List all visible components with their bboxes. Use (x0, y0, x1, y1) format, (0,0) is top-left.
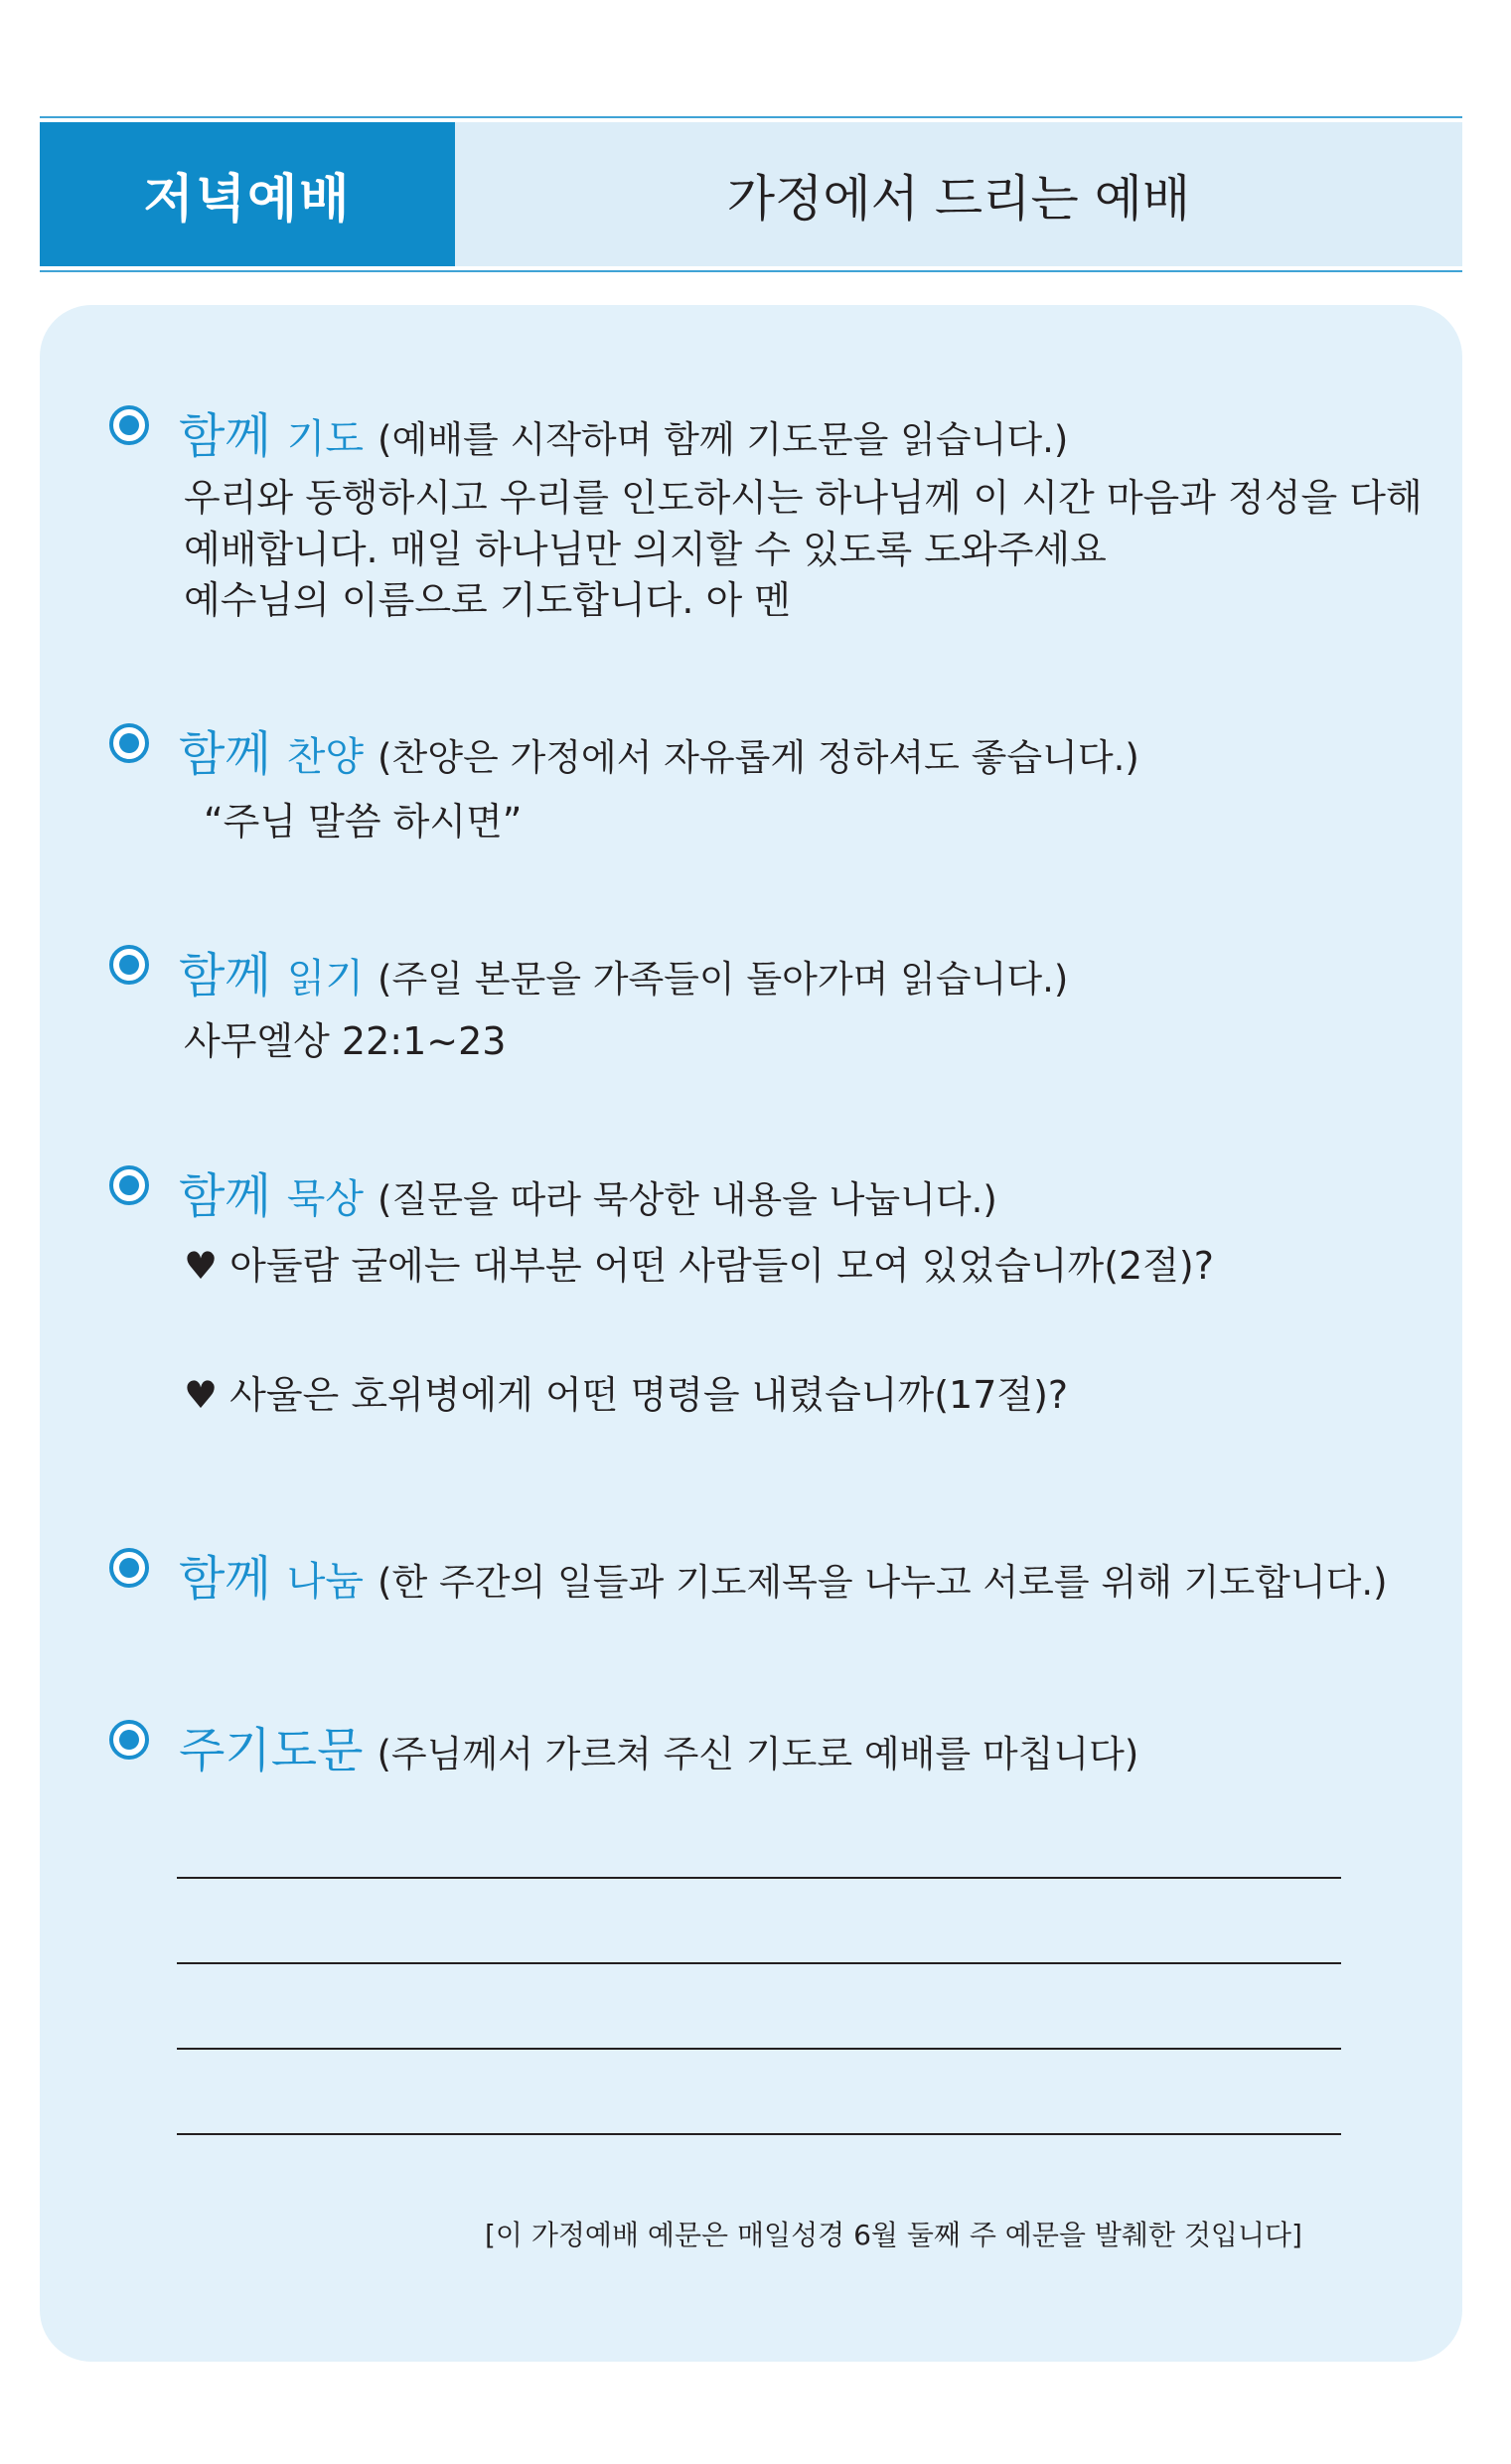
section-heading (179, 937, 1068, 1005)
header-tab: 저녁예배 (40, 122, 455, 266)
section-keyword: 함께 (179, 1168, 271, 1224)
section-subkeyword: 찬양 (286, 734, 365, 780)
section-note: (주님께서 가르쳐 주신 기도로 예배를 마칩니다) (377, 1733, 1139, 1775)
section-keyword: 주기도문 (179, 1723, 364, 1778)
section-body-line: “주님 말씀 하시면” (204, 800, 523, 844)
writing-line[interactable] (177, 1962, 1341, 1964)
section-subkeyword: 읽기 (286, 956, 365, 1001)
section-subkeyword: 나눔 (286, 1559, 365, 1605)
header-top-rule (40, 116, 1462, 118)
section-note: (질문을 따라 묵상한 내용을 나눕니다.) (378, 1178, 997, 1221)
bullet-icon (109, 1548, 149, 1588)
header-bar (40, 122, 1462, 266)
section-note: (주일 본문을 가족들이 돌아가며 읽습니다.) (378, 958, 1069, 1001)
section-body-line: 예수님의 이름으로 기도합니다. 아 멘 (184, 578, 792, 622)
section-heading (179, 715, 1139, 784)
section-body-line: 사무엘상 22:1~23 (184, 1019, 507, 1063)
writing-line[interactable] (177, 2133, 1341, 2135)
header-bottom-rule (40, 270, 1462, 272)
writing-line[interactable] (177, 1877, 1341, 1879)
page-title: 가정에서 드리는 예배 (726, 169, 1191, 228)
bullet-icon (109, 945, 149, 985)
question-item: ♥ 아둘람 굴에는 대부분 어떤 사람들이 모여 있었습니까(2절)? (184, 1244, 1214, 1288)
section-heading (179, 1540, 1388, 1609)
section-note: (예배를 시작하며 함께 기도문을 읽습니다.) (378, 418, 1069, 461)
section-body-line: 예배합니다. 매일 하나님만 의지할 수 있도록 도와주세요 (184, 528, 1107, 571)
bullet-icon (109, 1165, 149, 1205)
section-keyword: 함께 (179, 1551, 271, 1607)
question-item: ♥ 사울은 호위병에게 어떤 명령을 내렸습니까(17절)? (184, 1373, 1069, 1417)
footnote: [이 가정예배 예문은 매일성경 6월 둘째 주 예문을 발췌한 것입니다] (484, 2219, 1302, 2251)
section-keyword: 함께 (179, 726, 271, 782)
bullet-icon (109, 405, 149, 445)
section-heading (179, 397, 1068, 466)
section-subkeyword: 묵상 (286, 1176, 365, 1222)
bullet-icon (109, 1720, 149, 1760)
section-note: (찬양은 가정에서 자유롭게 정하셔도 좋습니다.) (378, 736, 1139, 779)
section-heading (179, 1712, 1138, 1780)
section-body-line: 우리와 동행하시고 우리를 인도하시는 하나님께 이 시간 마음과 정성을 다해 (184, 476, 1423, 520)
section-keyword: 함께 (179, 948, 271, 1003)
section-keyword: 함께 (179, 408, 271, 464)
bullet-icon (109, 723, 149, 763)
section-note: (한 주간의 일들과 기도제목을 나누고 서로를 위해 기도합니다.) (378, 1561, 1388, 1604)
section-heading (179, 1157, 997, 1226)
writing-line[interactable] (177, 2048, 1341, 2050)
section-subkeyword: 기도 (286, 416, 365, 462)
